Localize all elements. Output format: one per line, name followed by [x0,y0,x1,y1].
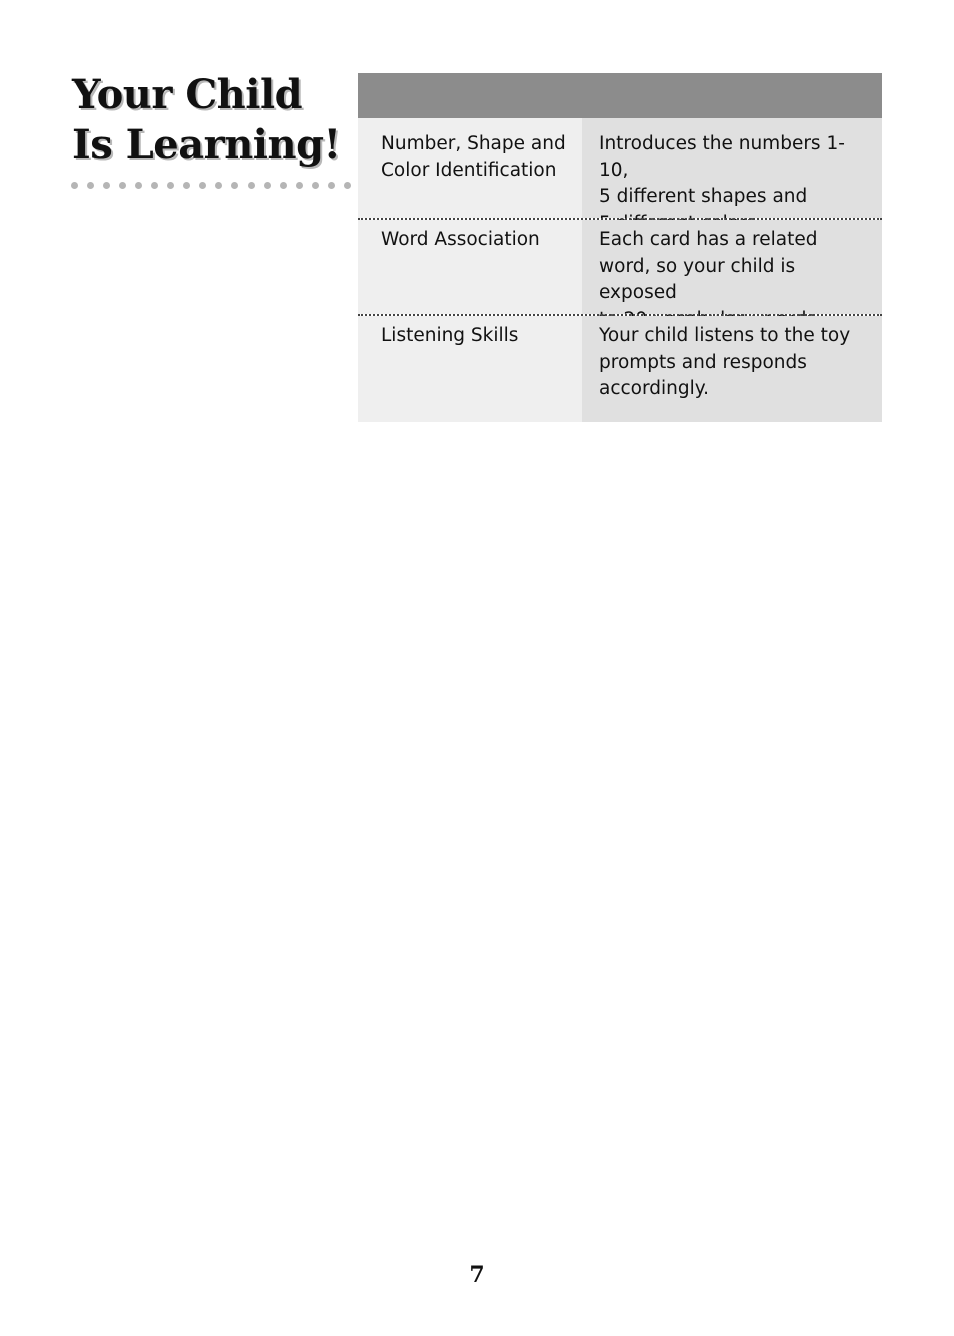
divider-dot [215,182,222,189]
divider-dot [71,182,78,189]
divider-dot [312,182,319,189]
page-number: 7 [469,1262,485,1288]
divider-dot [183,182,190,189]
table-row [358,314,882,422]
table-header-cell-description [582,73,882,118]
page-title-line-1: Your Child [72,71,303,118]
table-row [358,118,882,218]
skill-cell: Number, Shape and Color Identification [358,118,582,218]
divider-dot [280,182,287,189]
table-row [358,218,882,314]
divider-dot [344,182,351,189]
divider-dot [103,182,110,189]
divider-dot [119,182,126,189]
divider-dot [231,182,238,189]
divider-dot [151,182,158,189]
table-header-cell-skill [358,73,582,118]
description-cell: Each card has a related word, so your child is exposed [582,220,882,314]
divider-dot [87,182,94,189]
skill-cell: Listening Skills [358,316,582,422]
table-header [358,73,882,118]
divider-dot [248,182,255,189]
divider-dot [199,182,206,189]
title-dotted-divider [71,181,351,190]
divider-dot [135,182,142,189]
description-cell: Introduces the numbers 1-10, 5 different shapes and [582,118,882,218]
learning-skills-table [358,73,882,422]
skill-cell: Word Association [358,220,582,314]
divider-dot [296,182,303,189]
divider-dot [264,182,271,189]
page-title-line-2: Is Learning! [72,121,341,168]
description-cell: Your child listens to the toy prompts and responds accordingly. [582,316,882,422]
page-title [72,70,341,170]
divider-dot [328,182,335,189]
divider-dot [167,182,174,189]
